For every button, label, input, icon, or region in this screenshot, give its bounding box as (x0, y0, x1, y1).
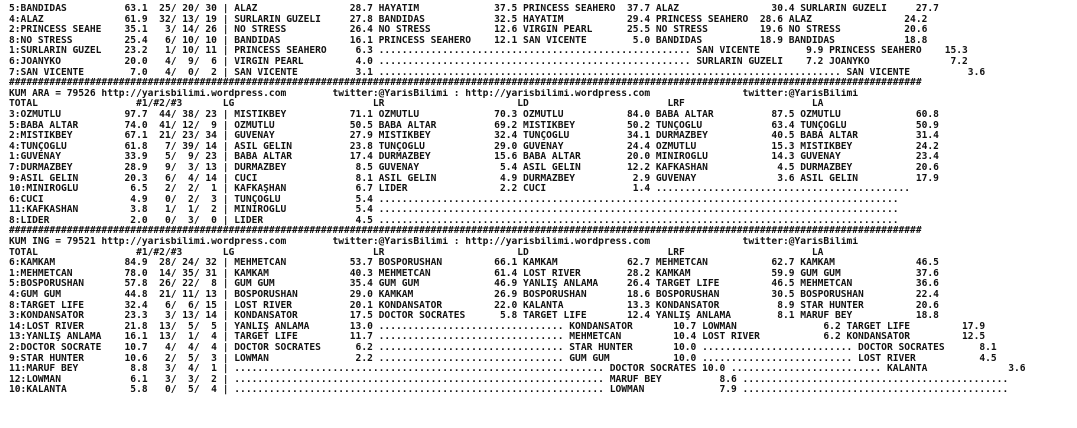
section-header-kum-ing: KUM ING = 79521 http://yarisbilimi.wordpress.com twitter:@YarisBilimi : http://yarisbilimi.wordpress.com twitter:@YarisBilimi (9, 237, 859, 248)
text-line: 5:BANDIDAS 63.1 25/ 20/ 30 | ALAZ 28.7 HAYATIM 37.5 PRINCESS SEAHERO 37.7 ALAZ 30.4 SURLARIN GÜZELİ 27.7 (9, 4, 939, 14)
text-line: 2:PRINCESS SEAHE 35.1 3/ 14/ 26 | NO STRESS 26.4 NO STRESS 12.6 VIRGIN PEARL 25.5 NO STRESS 19.6 NO STRESS 20.6 (9, 25, 928, 36)
text-line: 8:NO STRESS 25.4 6/ 10/ 10 | BANDIDAS 16.1 PRINCESS SEAHERO 12.1 SAN VICENTE 5.0 BANDIDAS 18.9 BANDIDAS 18.8 (9, 35, 928, 46)
text-line: 5:BABA ALTAR 74.0 41/ 12/ 9 | ÖZMUTLU 50.5 BABA ALTAR 69.2 MISTIKBEY 50.2 TUNÇOĞLU 63.4 TUNÇOĞLU 50.9 (9, 120, 939, 131)
text-line: 4:ALAZ 61.9 32/ 13/ 19 | SURLARIN GÜZELİ 27.8 BANDIDAS 32.5 HAYATIM 29.4 PRINCESS SEAHERO 28.6 ALAZ 24.2 (9, 14, 928, 25)
text-line: 14:LOST RIVER 21.8 13/ 5/ 5 | YANLIŞ ANLAMA 13.0 ................................ KONDANSATÖR 10.7 LOWMAN 6.2 TARGET LIFE 17.9 (9, 321, 986, 332)
text-line: 1:SURLARIN GÜZEL 23.2 1/ 10/ 11 | PRINCESS SEAHERO 6.3 ...................................................... SAN VICENTE 9.9 PRINCESS SEAHERO 15.3 (9, 46, 968, 57)
text-line: 11:KAFKASHAN 3.8 1/ 1/ 2 | MİNİROĞLU 5.4 .......................................................................................... (9, 205, 899, 216)
text-line: 1:GÜVENAY 33.9 5/ 9/ 23 | BABA ALTAR 17.4 DURMAZBEY 15.6 BABA ALTAR 20.0 MİNİROĞLU 14.3 GÜVENAY 23.4 (9, 152, 939, 163)
text-line: 12:LOWMAN 6.1 3/ 3/ 2 | ................................................................ MARUF BEY 8.6 .............................................. (9, 374, 1009, 385)
text-line: 9:STAR HUNTER 10.6 2/ 5/ 3 | LOWMAN 2.2 ................................ GÜM GÜM 10.0 .......................... LOST RIVER 4.5 (9, 353, 997, 364)
text-line: 6:JOANYKO 20.0 4/ 9/ 6 | VIRGIN PEARL 4.0 ...................................................... SURLARIN GÜZELİ 7.2 JOANYKO 7.2 (9, 56, 968, 67)
text-line: 6:CUCİ 4.9 0/ 2/ 3 | TUNÇOĞLU 5.4 .......................................................................................... (9, 194, 899, 205)
text-line: 5:BOSPORUSHAN 57.8 26/ 22/ 8 | GÜM GÜM 35.4 GÜM GÜM 46.9 YANLIŞ ANLAMA 26.4 TARGET LIFE 46.5 MEHMETCAN 36.6 (9, 279, 939, 290)
text-line: 10:MİNİROĞLU 6.5 2/ 2/ 1 | KAFKAŞHAN 6.7 LİDER 2.2 CUCİ 1.4 ............................................ (9, 184, 911, 195)
text-line: 3:KONDANSATÖR 23.3 3/ 13/ 14 | KONDANSATÖR 17.5 DOCTOR SOCRATES 5.8 TARGET LIFE 12.4 YANLIŞ ANLAMA 8.1 MARUF BEY 18.8 (9, 311, 939, 322)
text-line: 4:TUNÇOĞLU 61.8 7/ 39/ 14 | ASİL GELİN 23.8 TUNÇOĞLU 29.0 GÜVENAY 24.4 ÖZMUTLU 15.3 MISTIKBEY 24.2 (9, 141, 939, 152)
column-header-line: TOTAL #1/#2/#3 LG LR LD LRF LA (9, 247, 824, 258)
text-line: 3:ÖZMUTLU 97.7 44/ 38/ 23 | MISTIKBEY 71.1 ÖZMUTLU 70.3 ÖZMUTLU 84.0 BABA ALTAR 87.5 ÖZMUTLU 60.8 (9, 109, 939, 120)
text-line: 8:LİDER 2.0 0/ 3/ 0 | LİDER 4.5 .......................................................................................... (9, 215, 899, 226)
text-line: 10:KALANTA 5.8 0/ 5/ 4 | ................................................................ LOWMAN 7.9 .............................................. (9, 385, 1009, 396)
text-line: 11:MARUF BEY 8.8 3/ 4/ 1 | ................................................................ DOCTOR SOCRATES 10.0 .......................... KALANTA 3.6 (9, 364, 1026, 375)
text-line: 7:DURMAZBEY 28.9 9/ 3/ 13 | DURMAZBEY 8.5 GÜVENAY 5.4 ASİL GELİN 12.2 KAFKASHAN 4.5 DURMAZBEY 20.6 (9, 162, 939, 173)
text-line: 1:MEHMETCAN 78.0 14/ 35/ 31 | KAMKAM 40.3 MEHMETCAN 61.4 LOST RIVER 28.2 KAMKAM 59.9 GÜM GÜM 37.6 (9, 268, 939, 279)
section-header-kum-ara: KUM ARA = 79526 http://yarisbilimi.wordpress.com twitter:@YarisBilimi : http://yarisbilimi.wordpress.com twitter:@YarisBilimi (9, 88, 859, 99)
text-line: 2:MISTIKBEY 67.1 21/ 23/ 34 | GÜVENAY 27.9 MISTIKBEY 32.4 TUNÇOĞLU 34.1 DURMAZBEY 40.5 BABA ALTAR 31.4 (9, 131, 939, 142)
text-line: 2:DOCTOR SOCRATE 10.7 4/ 4/ 4 | DOCTOR SOCRATES 6.2 ................................ STAR HUNTER 10.0 .......................... DOCTOR SOCRATES 8.1 (9, 343, 997, 353)
text-line: 6:KAMKAM 84.9 28/ 24/ 32 | MEHMETCAN 53.7 BOSPORUSHAN 66.1 KAMKAM 62.7 MEHMETCAN 62.7 KAMKAM 46.5 (9, 258, 939, 269)
text-line: 9:ASİL GELİN 20.3 6/ 4/ 14 | CUCİ 8.1 ASİL GELİN 4.9 DURMAZBEY 2.9 GÜVENAY 3.6 ASİL GELİN 17.9 (9, 173, 939, 184)
column-header-line: TOTAL #1/#2/#3 LG LR LD LRF LA (9, 99, 824, 110)
text-line: 8:TARGET LIFE 32.4 6/ 6/ 15 | LOST RIVER 20.1 KONDANSATÖR 22.0 KALANTA 13.3 KONDANSATÖR 8.9 STAR HUNTER 20.6 (9, 300, 939, 311)
text-line: 4:GÜM GÜM 44.8 21/ 11/ 13 | BOSPORUSHAN 29.0 KAMKAM 26.9 BOSPORUSHAN 18.6 BOSPORUSHAN 30.5 BOSPORUSHAN 22.4 (9, 290, 939, 301)
text-line: 13:YANLIŞ ANLAMA 16.1 13/ 1/ 4 | TARGET LIFE 11.7 ................................ MEHMETCAN 10.4 LOST RIVER 6.2 KONDANSATÖR 12.5 (9, 332, 986, 343)
separator-line: ############################################################################################################################################################## (9, 78, 922, 89)
separator-line: ############################################################################################################################################################## (9, 226, 922, 237)
text-line: 7:SAN VICENTE 7.0 4/ 0/ 2 | SAN VICENTE 3.1 ................................................................................ SAN VICENTE 3.6 (9, 67, 986, 78)
